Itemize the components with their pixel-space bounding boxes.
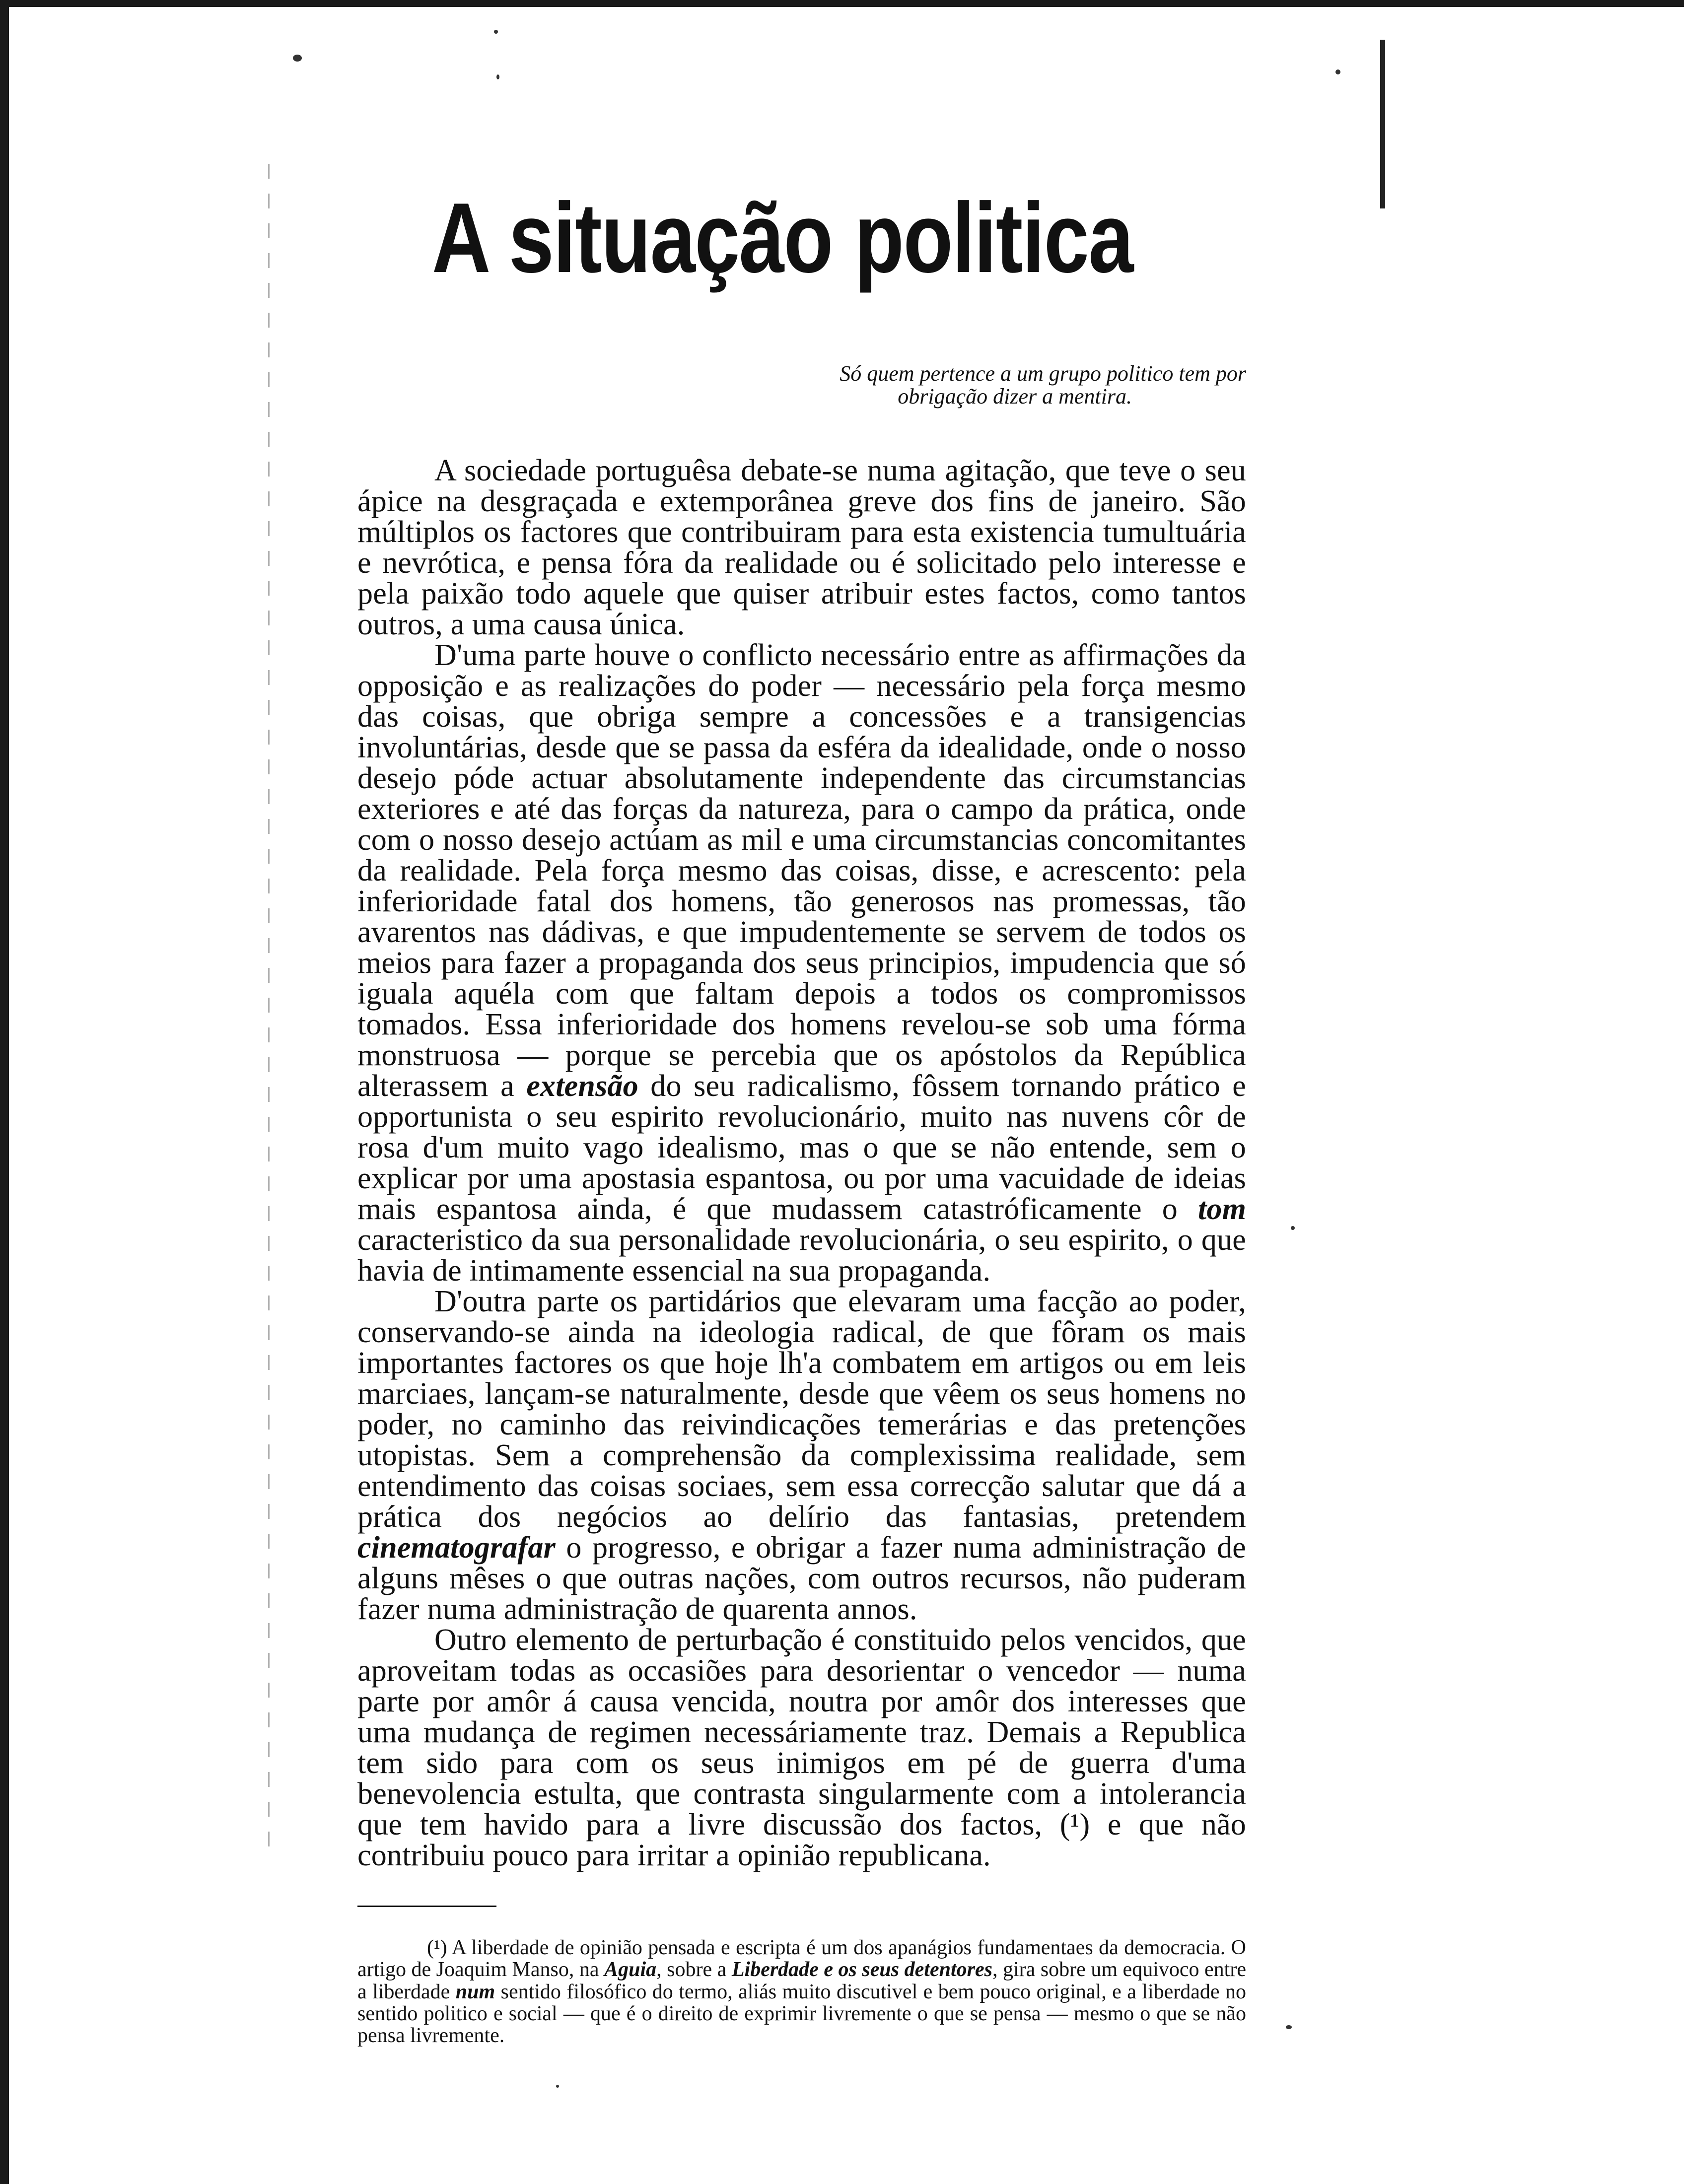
text-run: Outro elemento de perturbação é constituido pelos vencidos, que aproveitam todas as occasiões para desorientar o vencedor — numa parte por amôr á causa vencida, noutra por amôr dos interesses que uma mudança de regimen necessáriamente traz. Demais a Republica tem sido para com os seus inimigos em pé de guerra d'uma benevolencia estulta, que contrasta singularmente com a intolerancia que tem havido para a livre discussão dos factos, (¹) e que não contribuiu pouco para irritar a opinião republicana. [357, 1623, 1246, 1873]
emphasized-text: extensão [526, 1069, 638, 1103]
emphasized-text: cinematografar [357, 1531, 556, 1565]
text-run: caracteristico da sua personalidade revolucionária, o seu espirito, o que havia de intimamente essencial na sua propaganda. [357, 1223, 1246, 1288]
text-run: do seu radicalismo, fôssem tornando prático e opportunista o seu espirito revolucionário, muito nas nuvens côr de rosa d'um muito vago idealismo, mas o que se não entende, sem o explicar por uma apostasia espantosa, ou por uma vacuidade de ideias mais espantosa ainda, é que mudassem catastróficamente o [357, 1069, 1246, 1227]
epigraph [357, 362, 1246, 408]
paragraph [357, 640, 1246, 1286]
text-run: D'outra parte os partidários que elevaram uma facção ao poder, conservando-se ainda na ideologia radical, de que fôram os mais importantes factores os que hoje lh'a combatem em artigos ou em leis marciaes, lançam-se naturalmente, desde que vêem os seus homens no poder, no caminho das reivindicações temerárias e das pretenções utopistas. Sem a comprehensão da complexissima realidade, sem entendimento das coisas sociaes, sem essa correcção salutar que dá a prática dos negócios ao delírio das fantasias, pretendem [357, 1285, 1246, 1534]
footnote-text [357, 1937, 1246, 2046]
footnote [357, 1937, 1246, 2046]
text-run: o progresso, e obrigar a fazer numa administração de alguns mêses o que outras nações, com outros recursos, não puderam fazer numa administração de quarenta annos. [357, 1531, 1246, 1627]
text-run: D'uma parte houve o conflicto necessário entre as affirmações da opposição e as realizações do poder — necessário pela força mesmo das coisas, que obriga sempre a concessões e a transigencias involuntárias, desde que se passa da esféra da idealidade, onde o nosso desejo póde actuar absolutamente independente das circumstancias exteriores e até das forças da natureza, para o campo da prática, onde com o nosso desejo actúam as mil e uma circumstancias concomitantes da realidade. Pela força mesmo das coisas, disse, e acrescento: pela inferioridade fatal dos homens, tão generosos nas promessas, tão avarentos nas dádivas, e que impudentemente se servem de todos os meios para fazer a propaganda dos seus principios, impudencia que só iguala aquéla com que faltam depois a todos os compromissos tomados. Essa inferioridade dos homens revelou-se sob uma fórma monstruosa — porque se percebia que os apóstolos da República alterassem a [357, 638, 1246, 1103]
text-run: A sociedade portuguêsa debate-se numa agitação, que teve o seu ápice na desgraçada e extemporânea greve dos fins de janeiro. São múltiplos os factores que contribuiram para esta existencia tumultuária e nevrótica, e pensa fóra da realidade ou é solicitado pelo interesse e pela paixão todo aquele que quiser atribuir estes factos, como tantos outros, a uma causa única. [357, 454, 1246, 642]
paragraph [357, 455, 1246, 640]
paragraph [357, 1286, 1246, 1625]
scan-edge-left [0, 0, 9, 2184]
scan-edge-top [0, 0, 1684, 7]
text-run: , gira sobre um equivoco entre a liberdade [357, 1958, 1246, 2003]
epigraph-line: obrigação dizer a mentira. [898, 384, 1132, 409]
emphasized-text: num [455, 1980, 495, 2003]
emphasized-text: tom [1197, 1192, 1246, 1227]
footnote-divider [357, 1906, 496, 1907]
scan-edge-mark [1380, 40, 1385, 208]
emphasized-text: Aguia [604, 1958, 657, 1981]
text-run: , sobre a [656, 1958, 732, 1981]
epigraph-line: Só quem pertence a um grupo politico tem por [840, 361, 1246, 386]
article-title: A situação politica [432, 183, 1133, 293]
text-run: (¹) A liberdade de opinião pensada e escripta é um dos apanágios fundamentaes da democracia. O artigo de Joaquim Manso, na [357, 1936, 1246, 1981]
article-body [357, 455, 1246, 1871]
article [357, 183, 1246, 2047]
paragraph [357, 1625, 1246, 1871]
emphasized-text: Liberdade e os seus detentores [731, 1958, 992, 1981]
text-run: sentido filosófico do termo, aliás muito discutivel e bem pouco original, e a liberdade no sentido politico e social — que é o direito de exprimir livremente o que se pensa — mesmo o que se não pensa livremente. [357, 1980, 1246, 2047]
scan-margin-rule [268, 164, 270, 1851]
